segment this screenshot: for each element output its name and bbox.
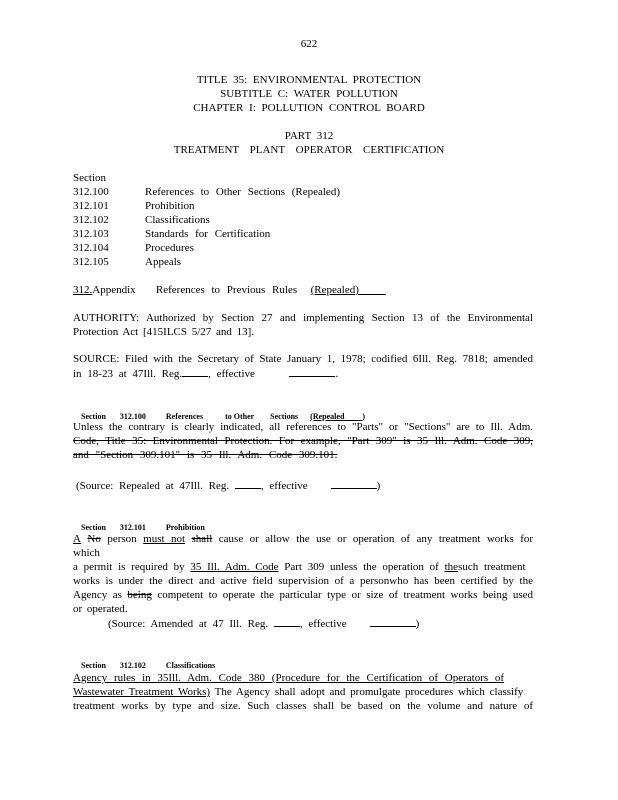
authority-note — [73, 311, 533, 339]
section-101-line-1: A No person must not shall cause or allow the use or operation of any treatment works for which — [73, 533, 534, 559]
section-101-line-4: Agency as being competent to operate the particular type or size of treatment works being used — [73, 589, 533, 601]
toc-item-number: 312.105 — [73, 256, 109, 268]
part-heading: PART 312 — [284, 130, 334, 142]
toc-item — [73, 241, 533, 255]
toc-label: Section — [73, 172, 106, 184]
source-line-2-effective: , effective — [208, 368, 255, 380]
part-name-heading: TREATMENT PLANT OPERATOR CERTIFICATION — [173, 144, 445, 156]
page-number: 622 — [300, 38, 318, 50]
toc-item-number: 312.101 — [73, 200, 109, 212]
section-102-line-3: treatment works by type and size. Such classes shall be based on the volume and nature of — [73, 700, 533, 712]
source-line-2: in 18-23 at 47Ill. Reg. , effective . — [73, 368, 339, 380]
title-heading: TITLE 35: ENVIRONMENTAL PROTECTION — [196, 74, 422, 86]
section-101-date-blank — [370, 616, 416, 627]
section-100-line-1: Unless the contrary is clearly indicated, all references to "Parts" or "Sections" are to Ill. Adm. — [73, 421, 533, 433]
section-100-reg-blank — [235, 478, 261, 489]
appendix-number: 312. — [73, 284, 93, 296]
toc-item — [73, 185, 533, 199]
source-line-2-prefix: in 18-23 at 47Ill. Reg. — [73, 368, 183, 380]
toc-item — [73, 227, 533, 241]
toc-item-number: 312.100 — [73, 186, 109, 198]
authority-line-1: AUTHORITY: Authorized by Section 27 and implementing Section 13 of the Environmental — [73, 312, 533, 324]
toc-item-title: Classifications — [145, 214, 210, 226]
toc-item-title: Appeals — [145, 256, 182, 268]
source-line-1: SOURCE: Filed with the Secretary of State January 1, 1978; codified 6Ill. Reg. 7818; amended — [73, 353, 533, 365]
subtitle-heading: SUBTITLE C: WATER POLLUTION — [220, 88, 398, 100]
toc-item-title: References to Other Sections (Repealed) — [145, 186, 340, 198]
section-101-heading: Section 312.101 Prohibition — [81, 523, 205, 532]
reg-blank — [182, 366, 208, 377]
source-note — [73, 352, 533, 381]
section-100-line-2: Code, Title 35: Environmental Protection. For example, "Part 309" is 35 Ill. Adm. Code 309, — [73, 435, 533, 447]
section-101-line-3: works is under the direct and active field supervision of a personwho has been certified by the — [73, 575, 533, 587]
section-100-body — [73, 420, 533, 462]
section-101-line-2: a permit is required by 35 Ill. Adm. Code Part 309 unless the operation of thesuch treatment — [73, 561, 526, 573]
toc-item-number: 312.102 — [73, 214, 109, 226]
section-101-line-5: or operated. — [73, 603, 128, 615]
toc-item — [73, 213, 533, 227]
toc-item — [73, 199, 533, 213]
section-100-line-3: and "Section 309.101" is 35 Ill. Adm. Code 309.101. — [73, 449, 338, 461]
section-102-heading: Section 312.102 Classifications — [81, 661, 216, 670]
section-100-date-blank — [331, 478, 377, 489]
toc-item-title: Standards for Certification — [145, 228, 271, 240]
section-102-line-2: Wastewater Treatment Works) The Agency shall adopt and promulgate procedures which classify — [73, 686, 524, 698]
toc-item-number: 312.103 — [73, 228, 109, 240]
toc-item-title: Procedures — [145, 242, 194, 254]
toc-item-number: 312.104 — [73, 242, 109, 254]
section-102-body — [73, 671, 533, 713]
toc-appendix — [73, 283, 386, 297]
appendix-word: Appendix — [92, 284, 136, 296]
section-100-heading: Section 312.100 References to Other Sections (Repealed ) — [81, 412, 366, 421]
toc-item-title: Prohibition — [145, 200, 195, 212]
appendix-title: References to Previous Rules — [155, 284, 298, 296]
chapter-heading: CHAPTER I: POLLUTION CONTROL BOARD — [193, 102, 425, 114]
section-101-body — [73, 532, 533, 616]
appendix-status: (Repealed) — [310, 284, 359, 296]
section-102-line-1: Agency rules in 35Ill. Adm. Code 380 (Procedure for the Certification of Operators of — [73, 672, 505, 684]
date-blank — [289, 366, 335, 377]
section-101-reg-blank — [274, 616, 300, 627]
authority-line-2: Protection Act [415ILCS 5/27 and 13]. — [73, 326, 255, 338]
toc-item — [73, 255, 533, 269]
section-101-source: (Source: Amended at 47 Ill. Reg. , effective ) — [108, 618, 420, 630]
section-100-source: (Source: Repealed at 47Ill. Reg. , effective ) — [76, 480, 381, 492]
